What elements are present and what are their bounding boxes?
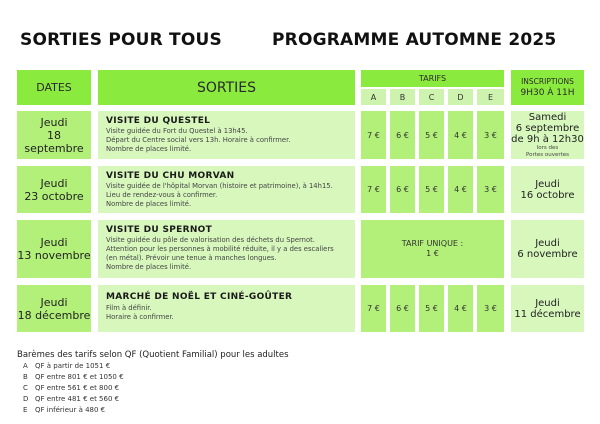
- row1-insc-date: 6 septembre: [515, 123, 580, 134]
- row3-activity-title: VISITE DU SPERNOT: [106, 225, 213, 235]
- row1-price-a-value: 7 €: [367, 130, 380, 140]
- row2-desc-line: Visite guidée de l'hôpital Morvan (histoire et patrimoine), à 14h15.: [106, 182, 333, 190]
- legend-letter: E: [23, 406, 28, 414]
- header-dates-label: DATES: [36, 81, 72, 94]
- row2-price-e: [477, 166, 504, 213]
- tarif-letter-d-label: D: [457, 92, 464, 102]
- row4-inscription: [511, 285, 584, 332]
- tarif-letter-a: [361, 89, 386, 105]
- row1-insc-note1: lors des: [536, 145, 559, 151]
- legend-item-a: [23, 362, 110, 370]
- row1-price-e: [477, 111, 504, 159]
- row1-price-a: [361, 111, 386, 159]
- row4-desc-line: Film à définir.: [106, 304, 152, 312]
- tarif-letter-b-label: B: [399, 92, 406, 102]
- row4-price-a-value: 7 €: [367, 304, 380, 313]
- row3-desc-line: Attention pour les personnes à mobilité réduite, il y a des escaliers: [106, 245, 334, 253]
- header-dates: [17, 70, 91, 105]
- row1-activity: [98, 111, 355, 159]
- row1-price-c: [419, 111, 444, 159]
- legend-letter: C: [23, 384, 28, 392]
- row1-price-d: [448, 111, 473, 159]
- tarif-letter-e-label: E: [487, 92, 494, 102]
- row1-activity-desc: [106, 127, 290, 154]
- row3-date: [17, 220, 91, 278]
- row1-date-value: 18 septembre: [24, 128, 84, 155]
- row2-desc-line: Nombre de places limité.: [106, 200, 192, 208]
- row3-activity-desc: [106, 236, 334, 272]
- row2-insc-day: Jeudi: [535, 178, 560, 190]
- row4-price-d: [448, 285, 473, 332]
- legend-text: QF entre 561 € et 800 €: [35, 384, 120, 392]
- row3-tarif-unique-value: 1 €: [426, 249, 439, 258]
- row2-desc-line: Lieu de rendez-vous à confirmer.: [106, 191, 218, 199]
- legend-text: QF inférieur à 480 €: [35, 406, 106, 414]
- row1-price-b-value: 6 €: [396, 130, 409, 140]
- legend-text: QF entre 481 € et 560 €: [35, 395, 120, 403]
- row1-date: [17, 111, 91, 159]
- header-tarifs: [361, 70, 504, 87]
- tarif-letter-c-label: C: [428, 92, 435, 102]
- row4-price-e-value: 3 €: [484, 304, 497, 313]
- row2-date-day: Jeudi: [40, 176, 68, 190]
- row1-price-b: [390, 111, 415, 159]
- row4-date-value: 18 décembre: [17, 308, 91, 322]
- legend-title: Barèmes des tarifs selon QF (Quotient Familial) pour les adultes: [17, 350, 289, 360]
- legend-text: QF entre 801 € et 1050 €: [35, 373, 124, 381]
- tarif-letter-a-label: A: [370, 92, 377, 102]
- row2-inscription: [511, 166, 584, 213]
- row4-date: [17, 285, 91, 332]
- legend-item-b: [23, 373, 124, 381]
- tarif-letter-d: [448, 89, 473, 105]
- row3-desc-line: Visite guidée du pôle de valorisation des déchets du Spernot.: [106, 236, 315, 244]
- legend-item-d: [23, 395, 119, 403]
- row1-insc-note2: Portes ouvertes: [525, 151, 570, 158]
- row2-insc-date: 16 octobre: [520, 189, 575, 201]
- row2-price-c: [419, 166, 444, 213]
- row3-activity: [98, 220, 355, 278]
- row2-price-a-value: 7 €: [367, 185, 380, 194]
- row2-activity-title: VISITE DU CHU MORVAN: [106, 171, 235, 181]
- row4-activity-desc: [106, 304, 174, 322]
- row3-insc-day: Jeudi: [535, 238, 560, 249]
- row3-date-value: 13 novembre: [17, 249, 91, 262]
- row1-activity-title: VISITE DU QUESTEL: [106, 116, 211, 126]
- row4-price-c-value: 5 €: [425, 304, 438, 313]
- row4-price-b-value: 6 €: [396, 304, 409, 313]
- header-sorties: [98, 70, 355, 105]
- row1-inscription: [511, 111, 584, 159]
- row3-inscription: [511, 220, 584, 278]
- title-sorties-pour-tous: SORTIES POUR TOUS: [20, 30, 222, 50]
- row1-price-e-value: 3 €: [484, 130, 497, 140]
- row2-price-b: [390, 166, 415, 213]
- row1-date-day: Jeudi: [40, 115, 68, 129]
- tarif-letter-c: [419, 89, 444, 105]
- header-tarifs-label: TARIFS: [418, 74, 447, 83]
- row4-insc-date: 11 décembre: [514, 308, 581, 320]
- row1-desc-line: Visite guidée du Fort du Questel à 13h45.: [106, 127, 248, 135]
- row3-tarif-unique-label: TARIF UNIQUE :: [401, 239, 464, 248]
- legend-item-e: [23, 406, 105, 414]
- legend-letter: D: [23, 395, 29, 403]
- row1-insc-day: Samedi: [528, 112, 567, 123]
- row1-insc-hours: de 9h à 12h30: [511, 134, 584, 145]
- row3-desc-line: (en métal). Prévoir une tenue à manches longues.: [106, 254, 277, 262]
- row2-price-d-value: 4 €: [454, 185, 467, 194]
- header-inscriptions-label: INSCRIPTIONS: [521, 76, 574, 86]
- row2-activity-desc: [106, 182, 333, 209]
- row4-price-e: [477, 285, 504, 332]
- row2-price-c-value: 5 €: [425, 185, 438, 194]
- row3-insc-date: 6 novembre: [517, 249, 578, 260]
- row4-price-d-value: 4 €: [454, 304, 467, 313]
- row2-date-value: 23 octobre: [24, 189, 84, 203]
- header-sorties-label: SORTIES: [196, 79, 257, 96]
- tarif-letter-e: [477, 89, 504, 105]
- row1-desc-line: Départ du Centre social vers 13h. Horaire à confirmer.: [106, 136, 291, 144]
- row3-desc-line: Nombre de places limité.: [106, 263, 192, 271]
- row1-price-c-value: 5 €: [425, 130, 438, 140]
- row2-date: [17, 166, 91, 213]
- legend-item-c: [23, 384, 119, 392]
- row2-price-a: [361, 166, 386, 213]
- row1-desc-line: Nombre de places limité.: [106, 145, 192, 153]
- row3-date-day: Jeudi: [40, 236, 68, 249]
- row4-date-day: Jeudi: [40, 295, 68, 309]
- title-programme-automne: PROGRAMME AUTOMNE 2025: [272, 30, 557, 50]
- header-inscriptions: [511, 70, 584, 105]
- tarif-letter-b: [390, 89, 415, 105]
- row4-desc-line: Horaire à confirmer.: [106, 313, 174, 321]
- legend-letter: A: [23, 362, 28, 370]
- row2-price-b-value: 6 €: [396, 185, 409, 194]
- row4-insc-day: Jeudi: [535, 297, 560, 309]
- row2-activity: [98, 166, 355, 213]
- row2-price-d: [448, 166, 473, 213]
- row1-price-d-value: 4 €: [454, 130, 467, 140]
- legend-letter: B: [23, 373, 28, 381]
- row3-tarif-unique: [361, 220, 504, 278]
- row4-price-c: [419, 285, 444, 332]
- row4-activity-title: MARCHÉ DE NOËL ET CINÉ-GOÛTER: [106, 292, 293, 302]
- row2-price-e-value: 3 €: [484, 185, 497, 194]
- legend-text: QF à partir de 1051 €: [35, 362, 111, 370]
- row4-activity: [98, 285, 355, 332]
- header-inscriptions-time: 9H30 À 11H: [520, 87, 575, 98]
- row4-price-a: [361, 285, 386, 332]
- row4-price-b: [390, 285, 415, 332]
